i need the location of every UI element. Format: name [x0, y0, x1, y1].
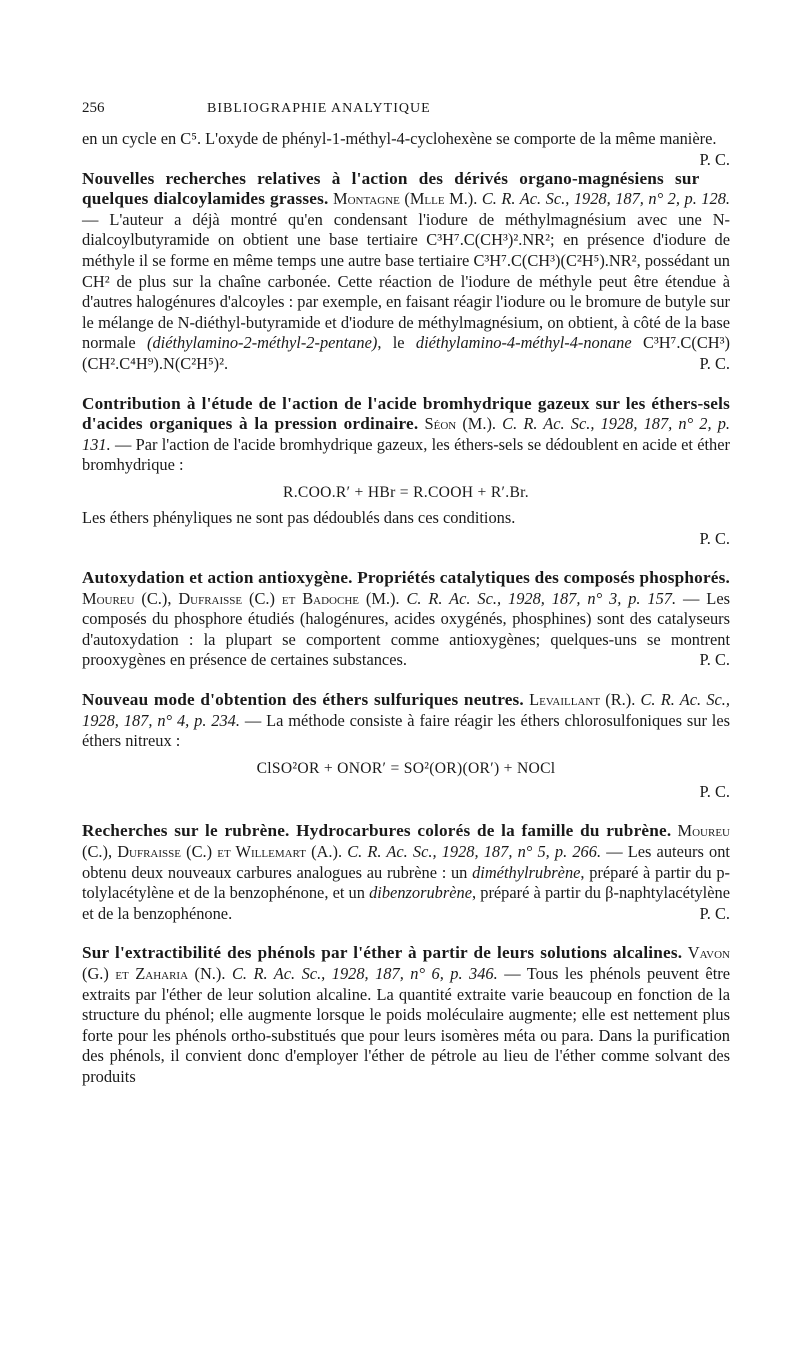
article-after-text: Les éthers phényliques ne sont pas dédoublés dans ces conditions.	[82, 507, 516, 527]
reaction-formula: ClSO²OR + ONOR′ = SO²(OR)(OR′) + NOCl	[256, 759, 556, 777]
document-page	[82, 100, 730, 1088]
article-signature: P. C.	[699, 781, 730, 801]
article-title: Nouvelles recherches relatives à l'action des dérivés organo-magnésiens sur quelques dialcoylamides grasses.	[82, 168, 700, 209]
article-title: Sur l'extractibilité des phénols par l'éther à partir de leurs solutions alcalines.	[82, 943, 683, 963]
article-title: Nouveau mode d'obtention des éthers sulfuriques neutres.	[82, 690, 524, 710]
article-citation: C. R. Ac. Sc., 1928, 187, n° 4, p. 234.	[82, 690, 730, 730]
article-citation: C. R. Ac. Sc., 1928, 187, n° 3, p. 157.	[406, 588, 677, 608]
continuation-signature: P. C.	[699, 149, 730, 169]
article-authors: Montagne (Mlle M.).	[333, 189, 478, 209]
article-signature: P. C.	[699, 528, 730, 548]
page-header	[82, 100, 730, 117]
continuation-paragraph	[82, 129, 730, 169]
article-italic-name: (diéthylamino-2-méthyl-2-pentane)	[147, 333, 378, 353]
article-citation: C. R. Ac. Sc., 1928, 187, n° 2, p. 128.	[481, 189, 730, 209]
article-5	[82, 821, 730, 924]
running-title: BIBLIOGRAPHIE ANALYTIQUE	[207, 101, 431, 116]
article-signature: P. C.	[699, 353, 730, 373]
article-3	[82, 568, 730, 671]
article-body: , préparé à partir du p-tolylacétylène et de la benzophénone, et un	[82, 862, 730, 903]
article-6	[82, 943, 730, 1087]
article-authors: Levaillant (R.).	[529, 690, 636, 710]
article-authors: Vavon (G.) et Zaharia (N.).	[82, 943, 730, 983]
reaction-formula: R.COO.R′ + HBr = R.COOH + R′.Br.	[283, 483, 529, 501]
article-body: , préparé à partir du β-naphtylacétylène et de la benzophénone.	[82, 883, 730, 923]
article-citation: C. R. Ac. Sc., 1928, 187, n° 6, p. 346.	[231, 964, 498, 983]
article-citation: C. R. Ac. Sc., 1928, 187, n° 5, p. 266.	[347, 842, 602, 862]
continuation-text: en un cycle en C⁵. L'oxyde de phényl-1-méthyl-4-cyclohexène se comporte de la même manière.	[82, 129, 717, 148]
page-number: 256	[82, 100, 105, 116]
article-title: Recherches sur le rubrène. Hydrocarbures colorés de la famille du rubrène.	[82, 821, 672, 841]
article-body: — Les composés du phosphore étudiés (halogénures, acides oxygénés, phosphines) sont des catalyseurs d'autoxydation : la plupart se comportent comme antioxygènes; quelques-uns se montrent prooxygènes en présence de certaines substances.	[82, 588, 730, 670]
article-authors: Moureu (C.), Dufraisse (C.) et Badoche (M.).	[82, 588, 400, 608]
article-italic-name: diméthylrubrène	[472, 862, 581, 882]
article-italic-name: diéthylamino-4-méthyl-4-nonane	[415, 333, 632, 353]
article-title: Contribution à l'étude de l'action de l'acide bromhydrique gazeux sur les éthers-sels d'acides organiques à la pression ordinaire.	[82, 393, 730, 434]
article-authors: Moureu (C.), Dufraisse (C.) et Willemart (A.).	[82, 821, 730, 862]
article-body-mid: , le	[377, 333, 405, 353]
article-2	[82, 394, 730, 550]
article-1	[82, 169, 730, 375]
article-body: — La méthode consiste à faire réagir les éthers chlorosulfoniques sur les éthers nitreux :	[82, 710, 730, 751]
article-title: Autoxydation et action antioxygène. Propriétés catalytiques des composés phosphorés.	[82, 568, 730, 588]
article-citation: C. R. Ac. Sc., 1928, 187, n° 2, p. 131.	[82, 414, 730, 454]
article-body: — Par l'action de l'acide bromhydrique gazeux, les éthers-sels se dédoublent en acide et éther bromhydrique :	[82, 434, 730, 475]
article-body: — L'auteur a déjà montré qu'en condensant l'iodure de méthylmagnésium avec une N-dialcoylbutyramide on obtient une base tertiaire C³H⁷.C(CH³)².NR²; en présence d'iodure de méthyle il se forme en même temps une autre base tertiaire C³H⁷.C(CH³)(C²H⁵).NR², possédant un CH² de plus sur la chaîne carbonée. Cette réaction de l'iodure de méthyle peut être étendue à d'autres halogénures d'alcoyles : par exemple, en faisant réagir l'iodure ou le bromure de butyle sur le mélange de N-diéthyl-butyramide et d'iodure de méthylmagnésium, on obtient, à côté de la base normale	[82, 209, 730, 353]
article-italic-name: dibenzorubrène	[369, 883, 472, 903]
article-signature: P. C.	[699, 903, 730, 923]
article-formula-inline: C³H⁷.C(CH³)(CH².C⁴H⁹).N(C²H⁵)².	[82, 333, 730, 373]
article-signature: P. C.	[699, 650, 730, 670]
article-authors: Séon (M.).	[424, 414, 497, 434]
article-body: — Les auteurs ont obtenu deux nouveaux carbures analogues au rubrène : un	[82, 842, 730, 882]
article-body: — Tous les phénols peuvent être extraits par l'éther de leur solution alcaline. La quantité extraite varie beaucoup en fonction de la structure du phénol; elle augmente lorsque le poids moléculaire augmente; elle est nettement plus forte pour les phénols ortho-substitués que pour leurs isomères méta ou para. Dans la purification des phénols, il convient donc d'employer l'éther de pétrole au lieu de l'éther comme solvant des produits	[82, 964, 730, 1086]
article-4	[82, 690, 730, 802]
